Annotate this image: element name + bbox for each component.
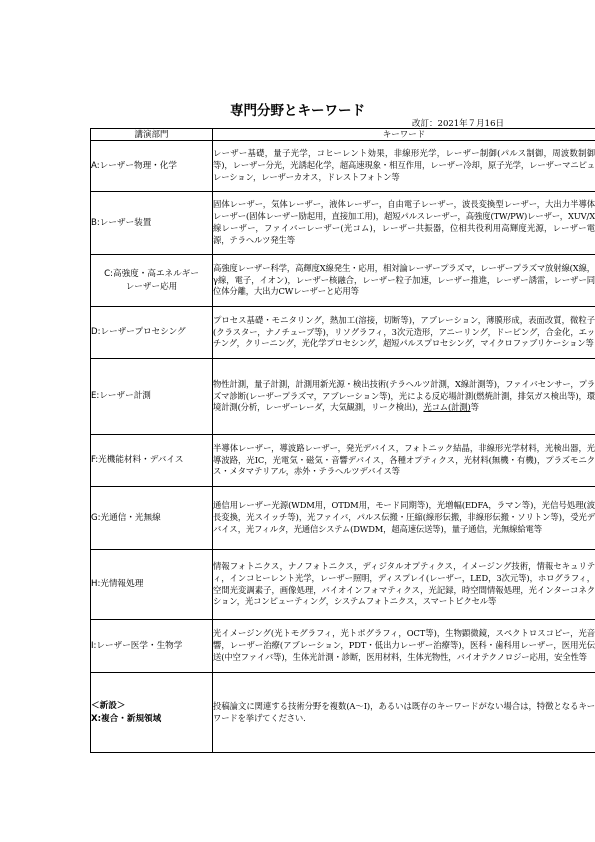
keyword-cell — [213, 359, 595, 435]
table-row — [91, 487, 595, 550]
department-label: X:複合・新規領域 — [91, 713, 162, 724]
new-section-label: ＜新設＞ — [91, 700, 126, 711]
department-cell — [91, 192, 213, 255]
department-label: I:レーザー医学・生物学 — [91, 640, 183, 651]
department-cell — [91, 359, 213, 435]
keyword-cell: 通信用レーザー光源(WDM用，OTDM用，モード同期等)，光増幅(EDFA，ラマン等)，光信号処理(波長変換，光スイッチ等)，光ファイバ，パルス伝搬・圧縮(線形伝搬，非線形伝搬・ソリトン等)，受光デバイス，光フィルタ，光通信システム(DWDM，超高速伝送等)，量子通信，光無線給電等 — [213, 487, 595, 550]
department-label: G:光通信・光無線 — [91, 512, 161, 523]
department-cell — [91, 550, 213, 620]
department-label: C:高強度・高エネルギー — [104, 268, 199, 279]
department-label: B:レーザー装置 — [91, 217, 152, 228]
department-cell — [91, 141, 213, 192]
table-row — [91, 673, 595, 753]
department-label: E:レーザー計測 — [91, 391, 151, 401]
keyword-text: 等 — [470, 402, 479, 413]
keyword-cell: プロセス基礎・モニタリング，熱加工(溶接，切断等)，アブレーション，薄膜形成，表面改質，微粒子(クラスター，ナノチューブ等)，リソグラフィ，3次元造形，アニーリング，ドーピング，合金化，エッチング，クリーニング，光化学プロセシング，超短パルスプロセシング，マイクロファブリケーション等 — [213, 307, 595, 359]
keyword-cell: 情報フォトニクス，ナノフォトニクス，ディジタルオプティクス，イメージング技術，情報セキュリティ，インコヒーレント光学，レーザー照明，ディスプレイ(レーザー，LED，3次元等)，ホログラフィ，空間光変調素子，画像処理，バイオインフォマティクス，光記録，時空間情報処理，光インターコネクション，光コンピューティング，システムフォトニクス，スマートピクセル等 — [213, 550, 595, 620]
page-title: 専門分野とキーワード — [230, 103, 365, 119]
department-cell — [91, 435, 213, 487]
table-row — [91, 550, 595, 620]
table-header-row — [91, 129, 595, 141]
department-label: H:光情報処理 — [91, 579, 144, 589]
keyword-table — [90, 128, 595, 753]
header-department: 講演部門 — [91, 129, 213, 141]
department-cell — [91, 307, 213, 359]
table-row — [91, 192, 595, 255]
department-label: F:光機能材料・デバイス — [91, 455, 184, 465]
department-cell — [91, 620, 213, 673]
department-label: レーザー応用 — [125, 281, 178, 292]
keyword-cell: レーザー基礎，量子光学，コヒーレント効果，非線形光学，レーザー制御(パルス制御，周波数制御等)，レーザー分光，光誘起化学，超高速現象・相互作用，レーザー冷却，原子光学，レーザーマニピュレーション，レーザーカオス，ドレストフォトン等 — [213, 141, 595, 192]
keyword-text: 物性計測，量子計測，計測用新光源・検出技術(テラヘルツ計測，X線計測等)，ファイバセンサー，プラズマ診断(レーザープラズマ，アブレーション等)，光による反応場計測(燃焼計測，排気ガス検出等)，環境計測(分析，レーザーレーダ，大気観測，リーク検出)， — [213, 378, 595, 413]
department-cell — [91, 673, 213, 753]
table-row — [91, 307, 595, 359]
keyword-cell: 高強度レーザー科学，高輝度X線発生・応用，相対論レーザープラズマ，レーザープラズマ放射線(X線，γ線，電子，イオン)，レーザー核融合，レーザー粒子加速，レーザー推進，レーザー誘雷，レーザー同位体分離，大出力CWレーザーと応用等 — [213, 255, 595, 307]
keyword-cell: 投稿論文に関連する技術分野を複数(A〜I)，あるいは既存のキーワードがない場合は，特徴となるキーワードを挙げてください． — [213, 673, 595, 753]
keyword-cell: 光イメージング(光トモグラフィ，光トポグラフィ，OCT等)，生物顕微鏡，スペクトロスコピー，光音響，レーザー治療(アブレーション，PDT・低出力レーザー治療等)，医科・歯科用レーザー，医用光伝送(中空ファイバ等)，生体光計測・診断，医用材料，生体光物性，バイオテクノロジー応用，安全性等 — [213, 620, 595, 673]
table-row — [91, 141, 595, 192]
keyword-text-underlined: 光コム(計測) — [423, 402, 471, 413]
table-row — [91, 255, 595, 307]
keyword-cell: 半導体レーザー，導波路レーザー，発光デバイス，フォトニック結晶，非線形光学材料，光検出器，光導波路，光IC，光電気・磁気・音響デバイス，各種オプティクス，光材料(無機・有機)，プラズモニクス・メタマテリアル，赤外・テラヘルツデバイス等 — [213, 435, 595, 487]
header-keywords: キーワード — [213, 129, 595, 141]
table-row — [91, 359, 595, 435]
department-cell — [91, 255, 213, 307]
table-row — [91, 435, 595, 487]
department-label: D:レーザープロセシング — [91, 327, 186, 337]
department-cell — [91, 487, 213, 550]
department-label: A:レーザー物理・化学 — [91, 160, 177, 171]
revision-date: 改訂：2021年７月16日 — [412, 119, 504, 129]
keyword-cell: 固体レーザー，気体レーザー，液体レーザー，自由電子レーザー，波長変換型レーザー，大出力半導体レーザー(固体レーザー励起用，直接加工用)，超短パルスレーザー，高強度(TW/PW)レーザー，XUV/X線レーザー，ファイバーレーザー(光コム)，レーザー共振器，位相共役利用高輝度光源，レーザー電源，テラヘルツ発生等 — [213, 192, 595, 255]
table-row — [91, 620, 595, 673]
